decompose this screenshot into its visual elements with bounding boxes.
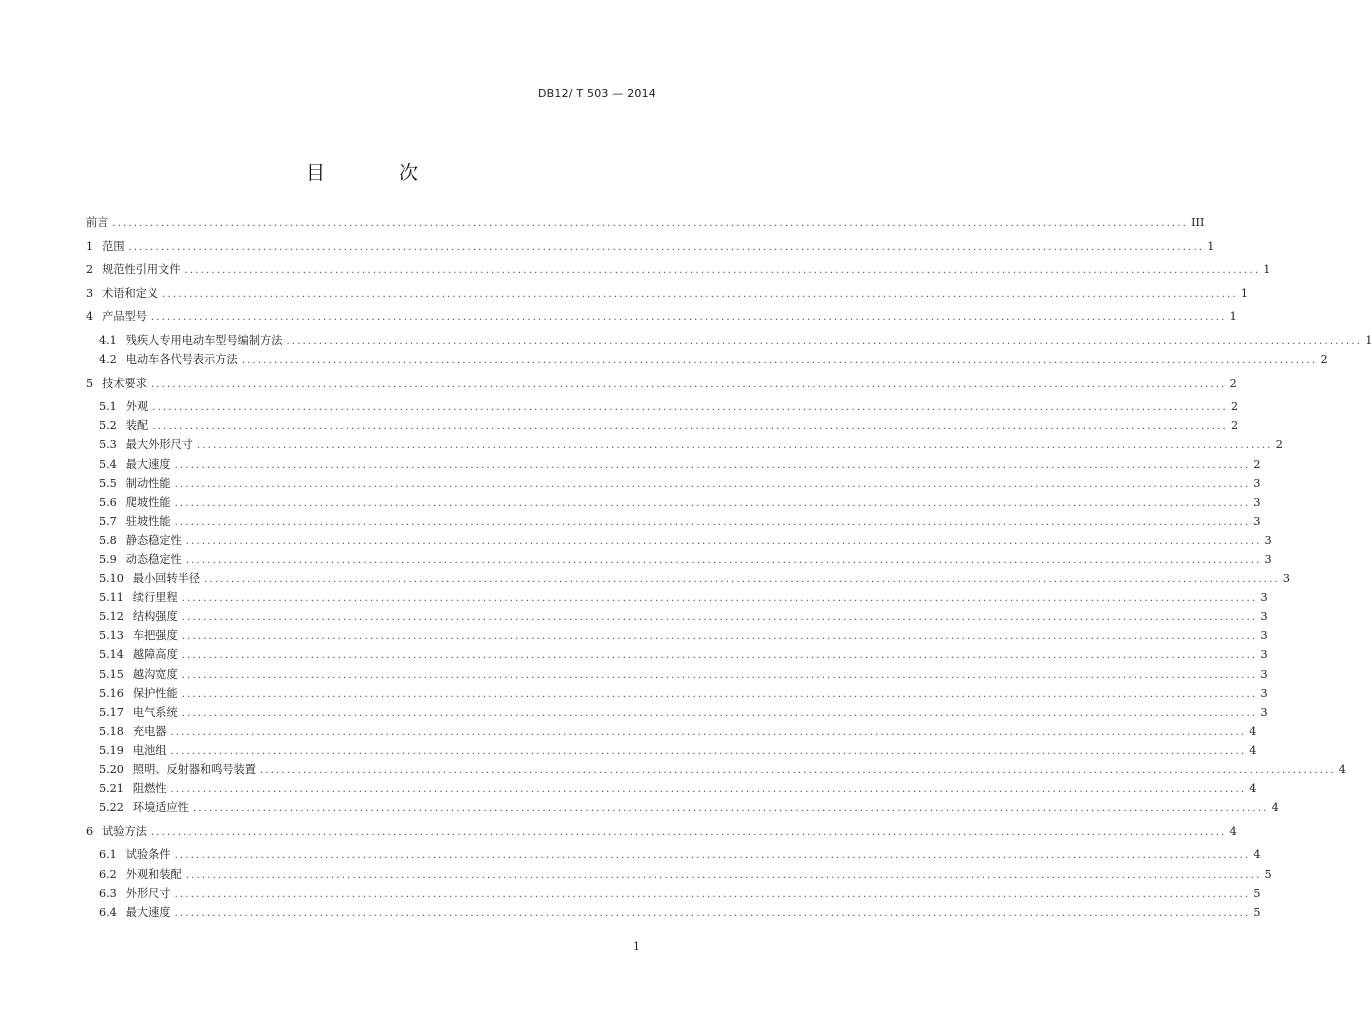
toc-entry-label: 外形尺寸 [125, 886, 171, 900]
toc-entry-label: 残疾人专用电动车型号编制方法 [125, 333, 283, 347]
toc-leader-dots: ........................................................................................................................................................................................................ [170, 726, 1247, 738]
toc-leader-dots: ........................................................................................................................................................................................................ [181, 631, 1258, 643]
toc-entry-page: 3 [1260, 610, 1268, 624]
toc-entry-label: 动态稳定性 [125, 553, 182, 566]
toc-leader-dots: ........................................................................................................................................................................................................ [241, 355, 1318, 367]
toc-entry-number: 5.21 [99, 782, 124, 796]
toc-entry-page: 4 [1229, 824, 1237, 838]
toc-entry[interactable] [86, 331, 1372, 350]
toc-entry-page: 5 [1253, 905, 1261, 919]
toc-entry-label: 电气系统 [132, 705, 178, 719]
toc-entry-page: 4 [1253, 848, 1261, 862]
toc-entry-label: 最大速度 [125, 905, 171, 919]
toc-leader-dots: ........................................................................................................................................................................................................ [196, 440, 1273, 452]
toc-leader-dots: ........................................................................................................................................................................................................ [170, 745, 1247, 757]
toc-entry-label: 最大外形尺寸 [125, 438, 193, 452]
toc-leader-dots: ........................................................................................................................................................................................................ [192, 803, 1269, 815]
toc-entry-page: 2 [1230, 419, 1239, 433]
toc-entry-page: 4 [1249, 743, 1257, 757]
toc-entry[interactable] [86, 822, 1237, 841]
toc-entry-label: 环境适应性 [132, 801, 189, 815]
toc-entry[interactable] [86, 455, 1261, 474]
toc-entry-number: 4 [86, 310, 94, 324]
toc-leader-dots: ........................................................................................................................................................................................................ [181, 612, 1258, 624]
toc-entry-page: 3 [1253, 495, 1261, 509]
toc-entry-number: 5.19 [99, 743, 124, 757]
toc-entry[interactable] [86, 703, 1268, 722]
toc-leader-dots: ........................................................................................................................................................................................................ [174, 478, 1251, 490]
toc-entry-number: 5.18 [99, 724, 124, 738]
toc-entry-page: 1 [1240, 286, 1248, 300]
toc-leader-dots: ........................................................................................................................................................................................................ [181, 669, 1258, 681]
toc-leader-dots: ........................................................................................................................................................................................................ [185, 555, 1262, 566]
toc-leader-dots: ........................................................................................................................................................................................................ [174, 850, 1251, 862]
toc-leader-dots: ........................................................................................................................................................................................................ [174, 497, 1251, 509]
toc-entry-number: 5.4 [99, 457, 117, 471]
toc-entry[interactable] [86, 569, 1290, 588]
toc-entry-number: 5.15 [99, 667, 124, 681]
toc-entry-page: 3 [1260, 591, 1268, 605]
toc-leader-dots: ........................................................................................................................................................................................................ [170, 784, 1247, 796]
toc-entry[interactable] [86, 260, 1271, 279]
toc-entry-number: 4.1 [99, 333, 117, 347]
toc-entry-label: 结构强度 [132, 610, 178, 624]
toc-entry-label: 范围 [102, 239, 125, 253]
toc-entry-label: 装配 [125, 419, 149, 433]
toc-entry[interactable] [86, 607, 1268, 626]
toc-entry-page: 3 [1253, 514, 1261, 528]
toc-entry-page: 2 [1320, 353, 1328, 367]
toc-entry-page: 5 [1253, 886, 1261, 900]
toc-entry-page: 1 [1365, 333, 1372, 347]
toc-entry-page: 3 [1260, 686, 1268, 700]
toc-entry[interactable] [86, 626, 1268, 645]
toc-entry-number: 5.5 [99, 476, 117, 490]
toc-leader-dots: ........................................................................................................................................................................................................ [150, 826, 1227, 838]
toc-entry-page: 3 [1264, 533, 1272, 547]
toc-entry[interactable] [86, 798, 1279, 817]
toc-leader-dots: ........................................................................................................................................................................................................ [181, 707, 1258, 719]
toc-entry-number: 4.2 [99, 353, 117, 367]
toc-entry[interactable] [86, 416, 1239, 435]
toc-entry-number: 5.7 [99, 514, 117, 528]
toc-entry-number: 6.4 [99, 905, 117, 919]
toc-entry-number: 5.14 [99, 648, 124, 662]
toc-entry-label: 外观 [125, 400, 149, 414]
toc-entry[interactable] [86, 588, 1268, 607]
toc-entry[interactable] [86, 374, 1237, 393]
toc-leader-dots: ........................................................................................................................................................................................................ [174, 516, 1251, 528]
toc-entry[interactable] [86, 884, 1261, 903]
toc-entry-label: 爬坡性能 [125, 495, 171, 509]
toc-entry-number: 5.6 [99, 495, 117, 509]
toc-entry-page: 1 [1263, 263, 1271, 277]
toc-entry-page: 3 [1260, 648, 1268, 662]
toc-entry[interactable] [86, 474, 1261, 493]
toc-entry[interactable] [86, 350, 1328, 369]
toc-entry-label: 续行里程 [132, 591, 178, 605]
toc-leader-dots: ........................................................................................................................................................................................................ [286, 335, 1363, 347]
toc-entry-number: 6.2 [99, 867, 117, 881]
toc-entry[interactable] [86, 684, 1268, 703]
toc-entry-label: 试验条件 [125, 848, 171, 862]
toc-entry-label: 电池组 [132, 743, 167, 757]
toc-leader-dots: ........................................................................................................................................................................................................ [174, 459, 1251, 471]
standard-code: DB12/ T 503 — 2014 [537, 87, 656, 100]
toc-entry-label: 照明、反射器和鸣号装置 [132, 763, 256, 777]
toc-entry-number: 5.11 [99, 591, 124, 605]
toc-entry-page: 3 [1260, 705, 1268, 719]
toc-entry-label: 保护性能 [132, 686, 178, 700]
toc-entry-number: 6.3 [99, 886, 117, 900]
toc-entry[interactable] [86, 865, 1272, 884]
toc-entry-page: 2 [1229, 376, 1237, 390]
toc-entry[interactable] [86, 435, 1283, 454]
toc-entry-page: 3 [1260, 629, 1268, 643]
toc-leader-dots: ........................................................................................................................................................................................................ [128, 241, 1205, 253]
toc-entry-number: 2 [86, 263, 94, 277]
toc-entry-page: 3 [1253, 476, 1261, 490]
toc-entry[interactable] [86, 284, 1248, 303]
toc-entry-label: 充电器 [132, 724, 167, 738]
toc-entry-number: 5 [86, 376, 94, 390]
toc-leader-dots: ........................................................................................................................................................................................................ [181, 688, 1258, 700]
toc-entry-label: 阻燃性 [132, 782, 167, 796]
toc-leader-dots: ........................................................................................................................................................................................................ [181, 650, 1258, 662]
toc-entry-page: 2 [1275, 438, 1283, 452]
toc-entry-label: 越沟宽度 [132, 667, 178, 681]
toc-entry-number: 6.1 [99, 848, 117, 862]
table-of-contents [86, 213, 1372, 922]
toc-entry-page: III [1191, 216, 1205, 229]
toc-entry-page: 2 [1230, 400, 1239, 414]
toc-entry[interactable] [86, 512, 1261, 531]
toc-leader-dots: ........................................................................................................................................................................................................ [184, 265, 1261, 277]
toc-entry-label: 最大速度 [125, 457, 171, 471]
toc-entry-label: 静态稳定性 [125, 533, 182, 547]
toc-entry-number: 5.1 [99, 400, 117, 414]
toc-entry-page: 4 [1249, 782, 1257, 796]
toc-entry[interactable] [86, 760, 1346, 779]
toc-entry-label: 最小回转半径 [132, 572, 201, 586]
toc-leader-dots: ........................................................................................................................................................................................................ [152, 402, 1228, 414]
toc-entry-label: 外观和装配 [125, 867, 182, 881]
toc-leader-dots: ........................................................................................................................................................................................................ [174, 907, 1251, 919]
toc-entry-label: 越障高度 [132, 648, 178, 662]
toc-entry-number: 5.17 [99, 705, 124, 719]
toc-leader-dots: ........................................................................................................................................................................................................ [181, 593, 1258, 605]
toc-entry-label: 产品型号 [102, 310, 147, 324]
toc-entry[interactable] [86, 550, 1272, 569]
toc-entry[interactable] [86, 845, 1261, 864]
toc-leader-dots: ........................................................................................................................................................................................................ [185, 535, 1262, 547]
toc-entry-page: 4 [1249, 724, 1257, 738]
toc-entry-number: 5.8 [99, 533, 117, 547]
toc-entry[interactable] [86, 903, 1261, 922]
toc-leader-dots: ........................................................................................................................................................................................................ [204, 574, 1280, 586]
toc-entry-number: 5.20 [99, 763, 124, 777]
toc-entry-label: 前言 [86, 216, 109, 229]
toc-entry-label: 技术要求 [102, 376, 147, 390]
toc-entry-number: 3 [86, 286, 94, 300]
toc-entry-page: 3 [1264, 553, 1272, 566]
page-number: 1 [633, 940, 640, 953]
toc-entry[interactable] [86, 645, 1268, 664]
toc-entry-number: 5.22 [99, 801, 124, 815]
toc-leader-dots: ........................................................................................................................................................................................................ [185, 869, 1262, 881]
toc-entry[interactable] [86, 722, 1257, 741]
toc-entry[interactable] [86, 779, 1257, 798]
toc-entry-number: 5.13 [99, 629, 124, 643]
toc-entry-number: 5.3 [99, 438, 117, 452]
toc-entry-page: 3 [1260, 667, 1268, 681]
toc-leader-dots: ........................................................................................................................................................................................................ [150, 378, 1227, 390]
toc-leader-dots: ........................................................................................................................................................................................................ [260, 765, 1336, 777]
toc-entry[interactable] [86, 665, 1268, 684]
toc-entry[interactable] [86, 493, 1261, 512]
toc-entry-label: 车把强度 [132, 629, 178, 643]
toc-entry-page: 4 [1338, 763, 1346, 777]
toc-entry-page: 5 [1264, 867, 1272, 881]
toc-entry-page: 4 [1271, 801, 1279, 815]
toc-entry-label: 电动车各代号表示方法 [125, 353, 238, 367]
toc-leader-dots: ........................................................................................................................................................................................................ [152, 421, 1228, 433]
toc-entry-label: 规范性引用文件 [102, 263, 181, 277]
toc-entry-page: 3 [1282, 572, 1290, 586]
toc-entry-page: 1 [1207, 239, 1215, 253]
toc-entry[interactable] [86, 237, 1215, 256]
toc-entry[interactable] [86, 741, 1257, 760]
toc-entry-number: 5.10 [99, 572, 124, 586]
toc-entry[interactable] [86, 307, 1237, 326]
toc-entry[interactable] [86, 213, 1205, 232]
toc-entry-number: 1 [86, 239, 94, 253]
toc-entry-number: 5.12 [99, 610, 124, 624]
toc-entry-number: 6 [86, 824, 94, 838]
toc-leader-dots: ........................................................................................................................................................................................................ [112, 218, 1189, 229]
toc-entry-label: 术语和定义 [102, 286, 159, 300]
toc-entry-number: 5.9 [99, 553, 117, 566]
toc-leader-dots: ........................................................................................................................................................................................................ [150, 312, 1227, 324]
toc-entry-page: 1 [1229, 310, 1237, 324]
toc-entry-page: 2 [1253, 457, 1261, 471]
toc-entry-number: 5.16 [99, 686, 124, 700]
toc-entry-label: 驻坡性能 [125, 514, 171, 528]
toc-entry-label: 制动性能 [125, 476, 171, 490]
toc-entry-number: 5.2 [99, 419, 117, 433]
toc-entry-label: 试验方法 [102, 824, 147, 838]
toc-entry[interactable] [86, 531, 1272, 550]
toc-entry[interactable] [86, 397, 1239, 416]
toc-leader-dots: ........................................................................................................................................................................................................ [162, 288, 1238, 300]
page-title: 目 次 [305, 162, 453, 184]
toc-leader-dots: ........................................................................................................................................................................................................ [174, 888, 1251, 900]
